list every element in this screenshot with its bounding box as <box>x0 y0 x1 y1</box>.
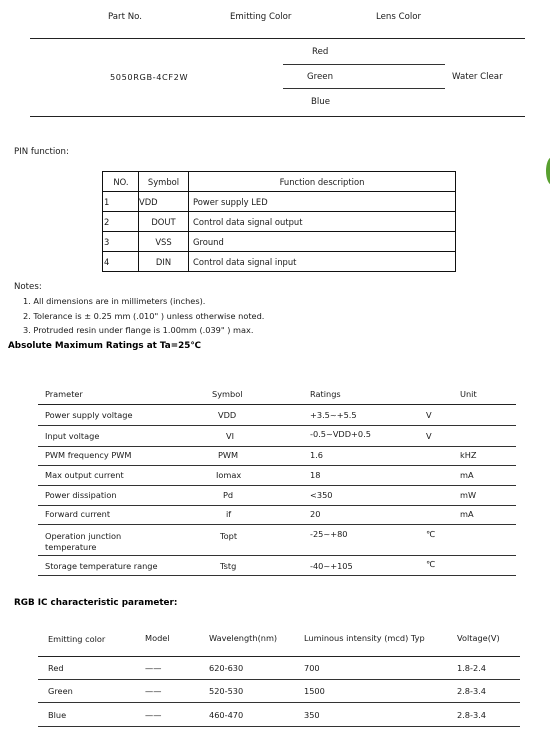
unit-cell: kHZ <box>460 450 477 460</box>
color-cell: Blue <box>48 710 67 720</box>
rating-cell: 18 <box>310 470 321 480</box>
table-rule <box>38 404 516 405</box>
symbol-cell: Iomax <box>216 470 242 480</box>
intensity-cell: 350 <box>304 710 320 720</box>
voltage-cell: 2.8-3.4 <box>457 686 486 696</box>
col-unit: Unit <box>460 389 477 399</box>
table-rule <box>38 726 520 727</box>
unit-cell: mA <box>460 509 474 519</box>
wavelength-cell: 460-470 <box>209 710 244 720</box>
part-number: 5050RGB-4CF2W <box>110 72 189 82</box>
pin-desc: Power supply LED <box>189 192 456 212</box>
rating-cell: +3.5~+5.5 <box>310 410 357 420</box>
col-ratings: Ratings <box>310 389 341 399</box>
footer-rule <box>30 116 525 117</box>
pin-col-no: NO. <box>103 172 139 192</box>
unit-cell: mA <box>460 470 474 480</box>
table-row <box>103 192 456 212</box>
intensity-cell: 700 <box>304 663 320 673</box>
header-part-no: Part No. <box>108 12 142 22</box>
pin-no: 1 <box>103 192 139 212</box>
pin-desc: Ground <box>189 232 456 252</box>
param-cell: Storage temperature range <box>45 561 158 571</box>
note-item: 3. Protruded resin under flange is 1.00mm (.039" ) max. <box>23 325 254 335</box>
pin-no: 4 <box>103 252 139 272</box>
col-symbol: Symbol <box>212 389 243 399</box>
table-rule <box>38 465 516 466</box>
table-rule <box>38 446 516 447</box>
lens-color-value: Water Clear <box>452 72 503 82</box>
rgb-ic-title: RGB IC characteristic parameter: <box>14 598 178 608</box>
pin-section-title: PIN function: <box>14 147 69 157</box>
symbol-cell: VDD <box>218 410 237 420</box>
rating-cell: -0.5~VDD+0.5 <box>310 429 371 439</box>
note-item: 1. All dimensions are in millimeters (inches). <box>23 296 206 306</box>
rating-cell: <350 <box>310 490 333 500</box>
unit-cell: mW <box>460 490 477 500</box>
wavelength-cell: 520-530 <box>209 686 244 696</box>
header-lens-color: Lens Color <box>376 12 422 22</box>
col-model: Model <box>145 633 170 643</box>
table-rule <box>38 702 520 703</box>
symbol-cell: Topt <box>220 531 238 541</box>
param-cell: Max output current <box>45 470 124 480</box>
notes-title: Notes: <box>14 282 42 292</box>
color-cell: Red <box>48 663 64 673</box>
symbol-cell: if <box>226 509 232 519</box>
param-cell: PWM frequency PWM <box>45 450 132 460</box>
unit-inline-cell: V <box>426 431 432 441</box>
pin-symbol: DOUT <box>139 212 189 232</box>
model-cell: —— <box>145 710 162 720</box>
symbol-cell: PWM <box>218 450 239 460</box>
pin-symbol: VDD <box>139 192 189 212</box>
col-luminous-intensity: Luminous intensity (mcd) Typ <box>304 633 425 643</box>
table-rule <box>38 656 520 657</box>
rating-cell: 20 <box>310 509 321 519</box>
color-blue: Blue <box>311 97 331 107</box>
table-row <box>103 232 456 252</box>
unit-inline-cell: ℃ <box>426 559 436 569</box>
voltage-cell: 1.8-2.4 <box>457 663 486 673</box>
table-rule <box>38 425 516 426</box>
pin-desc: Control data signal input <box>189 252 456 272</box>
symbol-cell: Pd <box>223 490 234 500</box>
pin-table-header <box>103 172 456 192</box>
voltage-cell: 2.8-3.4 <box>457 710 486 720</box>
table-rule <box>38 679 520 680</box>
color-red: Red <box>312 47 329 57</box>
param-cell: Forward current <box>45 509 111 519</box>
table-rule <box>38 575 516 576</box>
rating-cell: 1.6 <box>310 450 324 460</box>
pin-symbol: DIN <box>139 252 189 272</box>
pin-desc: Control data signal output <box>189 212 456 232</box>
wavelength-cell: 620-630 <box>209 663 244 673</box>
rating-cell: -25~+80 <box>310 529 348 539</box>
color-cell: Green <box>48 686 73 696</box>
pin-col-desc: Function description <box>189 172 456 192</box>
pin-col-symbol: Symbol <box>139 172 189 192</box>
pin-table <box>102 171 456 272</box>
header-rule <box>30 38 525 39</box>
note-item: 2. Tolerance is ± 0.25 mm (.010" ) unless otherwise noted. <box>23 311 265 321</box>
table-rule <box>38 485 516 486</box>
param-cell: Power supply voltage <box>45 410 133 420</box>
col-parameter: Prameter <box>45 389 83 399</box>
table-row <box>103 212 456 232</box>
pin-no: 3 <box>103 232 139 252</box>
pin-no: 2 <box>103 212 139 232</box>
model-cell: —— <box>145 686 162 696</box>
pin-symbol: VSS <box>139 232 189 252</box>
unit-inline-cell: V <box>426 410 432 420</box>
intensity-cell: 1500 <box>304 686 325 696</box>
table-row <box>103 252 456 272</box>
unit-inline-cell: ℃ <box>426 529 436 539</box>
param-cell: Input voltage <box>45 431 100 441</box>
rating-cell: -40~+105 <box>310 561 353 571</box>
symbol-cell: VI <box>226 431 235 441</box>
model-cell: —— <box>145 663 162 673</box>
row-rule <box>283 64 445 65</box>
table-rule <box>38 524 516 525</box>
color-green: Green <box>307 72 334 82</box>
col-voltage: Voltage(V) <box>457 633 500 643</box>
header-emitting-color: Emitting Color <box>230 12 292 22</box>
col-emitting-color: Emitting color <box>48 634 106 644</box>
param-cell: Power dissipation <box>45 490 117 500</box>
symbol-cell: Tstg <box>220 561 237 571</box>
param-cell: Operation junction temperature <box>45 531 122 552</box>
side-tab-marker <box>546 157 550 185</box>
table-rule <box>38 555 516 556</box>
col-wavelength: Wavelength(nm) <box>209 633 278 643</box>
table-rule <box>38 505 516 506</box>
row-rule <box>283 88 445 89</box>
abs-max-title: Absolute Maximum Ratings at Ta=25℃ <box>8 341 201 351</box>
